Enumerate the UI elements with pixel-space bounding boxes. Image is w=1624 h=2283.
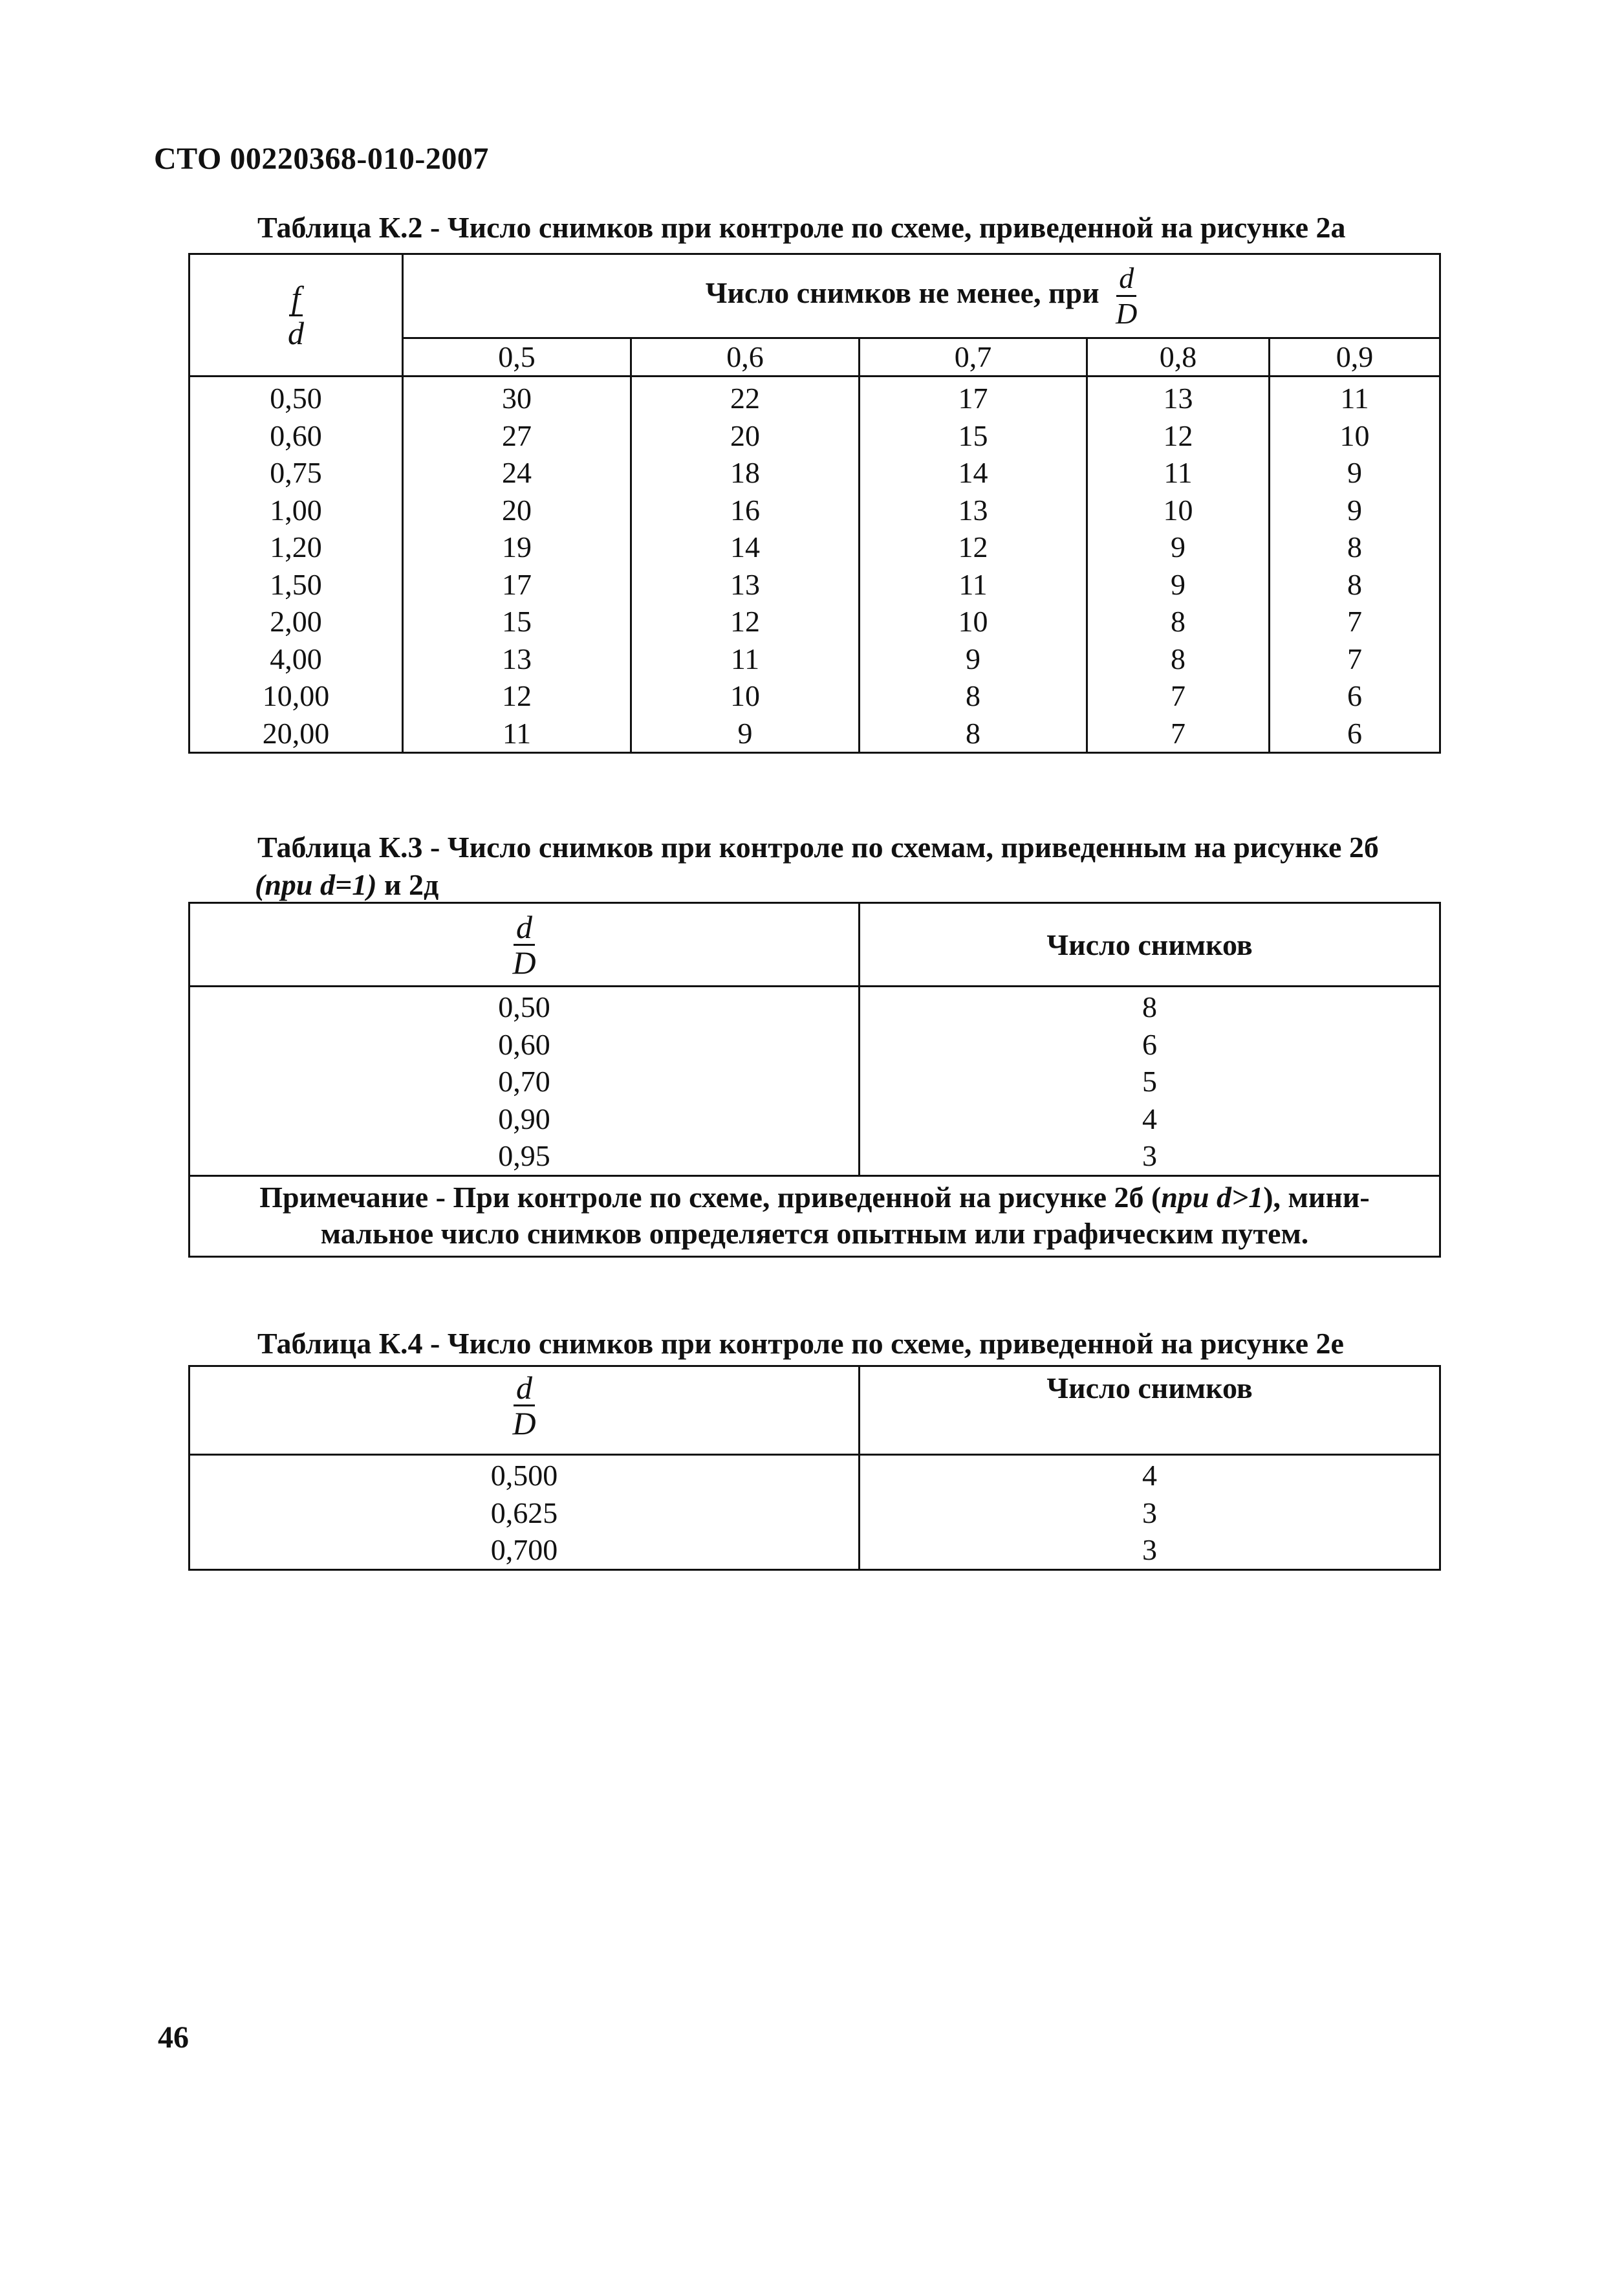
column-group-header: Число снимков не менее, при $\frac{d}{D}$ bbox=[403, 254, 1440, 338]
table-k2-caption: Таблица К.2 - Число снимков при контроле по схеме, приведенной на рисунке 2а bbox=[257, 211, 1346, 244]
column-header: 0,8 bbox=[1087, 338, 1270, 377]
ratio-column: 0,50 0,60 0,70 0,90 0,95 bbox=[189, 987, 860, 1176]
ratio-header bbox=[189, 1366, 860, 1455]
count-column: 8 6 5 4 3 bbox=[860, 987, 1440, 1176]
values-column-0-5: 30 27 24 20 19 17 15 13 12 11 bbox=[403, 377, 631, 753]
count-column: 4 3 3 bbox=[860, 1455, 1440, 1570]
values-column-0-6: 22 20 18 16 14 13 12 11 10 9 bbox=[631, 377, 860, 753]
ratio-header bbox=[189, 903, 860, 987]
d-over-D-fraction: $\frac{d}{D}$ bbox=[512, 1370, 536, 1441]
column-header: 0,6 bbox=[631, 338, 860, 377]
d-over-D-fraction: $\frac{d}{D}$ bbox=[512, 908, 536, 981]
document-code: СТО 00220368-010-2007 bbox=[154, 142, 489, 176]
f-over-d-fraction: $\frac{f}{d}$ bbox=[288, 279, 304, 351]
table-k4 bbox=[188, 1365, 1441, 1571]
column-header: 0,9 bbox=[1270, 338, 1440, 377]
table-k2 bbox=[188, 253, 1441, 754]
d-over-D-fraction: $\frac{d}{D}$ bbox=[1116, 261, 1138, 330]
table-k4-caption: Таблица К.4 - Число снимков при контроле по схеме, приведенной на рисунке 2е bbox=[257, 1327, 1344, 1360]
column-header: 0,5 bbox=[403, 338, 631, 377]
count-header: Число снимков bbox=[860, 903, 1440, 987]
column-header: 0,7 bbox=[860, 338, 1087, 377]
values-column-0-7: 17 15 14 13 12 11 10 9 8 8 bbox=[860, 377, 1087, 753]
page-number: 46 bbox=[158, 2020, 189, 2055]
values-column-0-9: 11 10 9 9 8 8 7 7 6 6 bbox=[1270, 377, 1440, 753]
ratio-column: 0,500 0,625 0,700 bbox=[189, 1455, 860, 1570]
row-header-cell bbox=[189, 254, 403, 377]
row-labels-column: 0,50 0,60 0,75 1,00 1,20 1,50 2,00 4,00 10,00 20,00 bbox=[189, 377, 403, 753]
table-k3-caption: Таблица К.3 - Число снимков при контроле по схемам, приведенным на рисунке 2б (при d=1) и 2д bbox=[255, 831, 1379, 901]
count-header: Число снимков bbox=[860, 1366, 1440, 1455]
values-column-0-8: 13 12 11 10 9 9 8 8 7 7 bbox=[1087, 377, 1270, 753]
table-k3 bbox=[188, 902, 1441, 1258]
table-note: Примечание - При контроле по схеме, приведенной на рисунке 2б (при d>1), мини- мальное число снимков определяется опытным или графическим путем. bbox=[189, 1175, 1440, 1256]
